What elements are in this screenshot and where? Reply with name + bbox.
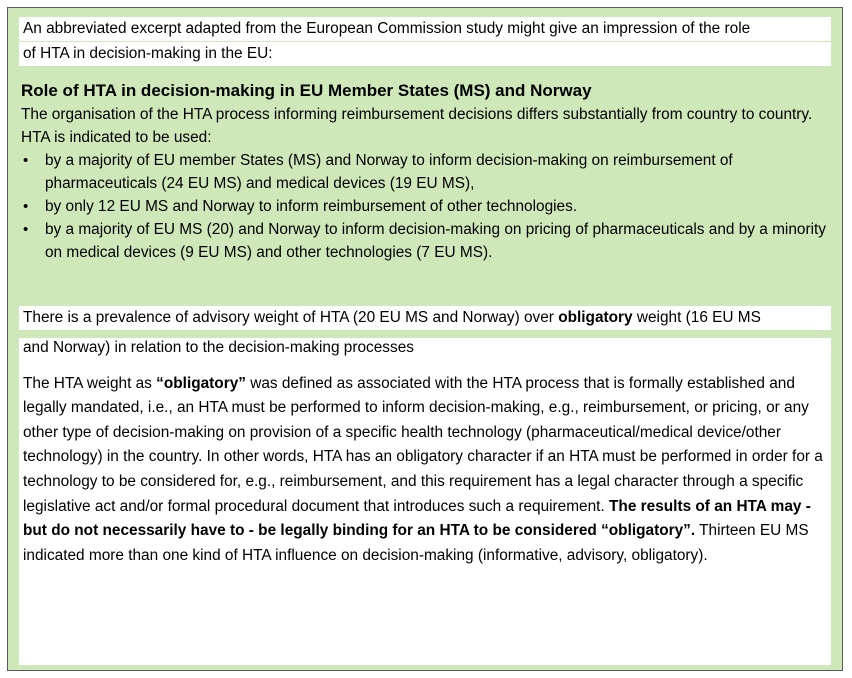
prevalence-text-end: weight (16 EU MS bbox=[632, 309, 761, 326]
section-heading: Role of HTA in decision-making in EU Member States (MS) and Norway bbox=[21, 81, 592, 100]
role-section bbox=[19, 80, 834, 264]
weight-text: The HTA weight as bbox=[23, 374, 157, 392]
list-item: • by a majority of EU member States (MS) and Norway to inform decision-making on reimbursement of pharmaceuticals (24 EU MS) and medical devices (19 EU MS), bbox=[21, 149, 834, 195]
role-lead: HTA is indicated to be used: bbox=[21, 129, 212, 146]
role-paragraph: The organisation of the HTA process informing reimbursement decisions differs substantially from country to country. bbox=[21, 106, 813, 123]
excerpt-frame bbox=[7, 7, 843, 671]
weight-text-body: was defined as associated with the HTA process that is formally established and legally mandated, i.e., an HTA must be performed to inform decision-making, e.g., reimbursement, or pricing, or any other type of decision-making on provision of a specific health technology (pharmaceutical/medical device/other technology) in the country. In other words, HTA has an obligatory character if an HTA must be performed in order for a technology to be considered for, e.g., reimbursement, and this requirement has a legal character through a specific legislative act and/or formal procedural document that introduces such a requirement. bbox=[23, 374, 823, 515]
prevalence-bold: obligatory bbox=[558, 309, 633, 326]
weight-bold-term: “obligatory” bbox=[156, 374, 246, 392]
prevalence-line-2: and Norway) in relation to the decision-making processes bbox=[23, 339, 414, 356]
list-item: • by only 12 EU MS and Norway to inform reimbursement of other technologies. bbox=[21, 195, 834, 218]
intro-line-1: An abbreviated excerpt adapted from the European Commission study might give an impression of the role bbox=[19, 17, 831, 41]
role-bullet-list bbox=[21, 149, 834, 264]
weight-bold-statement: The results of an HTA may - but do not necessarily have to - be legally binding for an HTA to be considered “obligatory”. bbox=[23, 497, 811, 540]
weight-paragraph bbox=[23, 372, 827, 569]
list-item: • by a majority of EU MS (20) and Norway to inform decision-making on pricing of pharmaceuticals and by a minority on medical devices (9 EU MS) and other technologies (7 EU MS). bbox=[21, 218, 834, 264]
intro-line-2: of HTA in decision-making in the EU: bbox=[19, 42, 831, 66]
weight-text-end: Thirteen EU MS indicated more than one kind of HTA influence on decision-making (informative, advisory, obligatory). bbox=[23, 522, 809, 564]
prevalence-line-1 bbox=[19, 306, 831, 330]
prevalence-text: There is a prevalence of advisory weight of HTA (20 EU MS and Norway) over bbox=[23, 309, 559, 326]
weight-block bbox=[19, 338, 831, 665]
